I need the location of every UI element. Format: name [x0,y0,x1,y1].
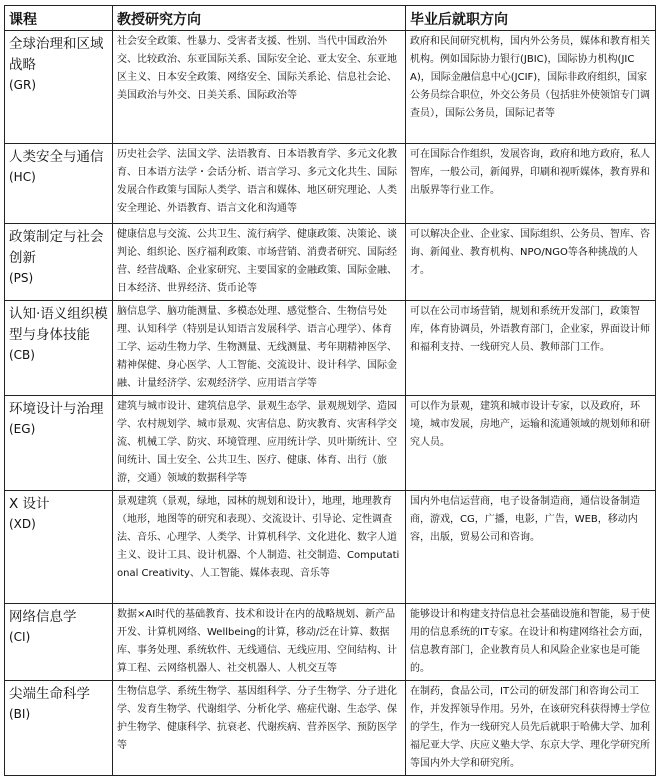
header-research: 教授研究方向 [113,6,406,31]
course-cell [5,396,113,491]
header-careers: 毕业后就职方向 [406,6,656,31]
table-row [5,491,656,604]
research-cell: 社会安全政策、性暴力、受害者支援、性别、当代中国政治外交、比较政治、东亚国际关系、国际安全论、亚太安全、东亚地区主义、日本安全政策、网络安全、国际关系论、信息社会论、美国政治与外交、日美关系、国际政治等 [113,31,406,144]
research-cell: 脑信息学、脑功能测量、多模态处理、感觉整合、生物信号处理、认知科学（特别是认知语言发展科学、语言心理学）、体育工学、运动生物力学、生物测量、无线测量、考年期精神医学、精神保健、身心医学、人工智能、交流设计、设计科学、国际金融、计量经济学、宏观经济学、应用语言学等 [113,301,406,396]
careers-cell: 国内外电信运营商，电子设备制造商，通信设备制造商，游戏，CG，广播，电影，广告，WEB，移动内容，出版，贸易公司和咨询。 [406,491,656,604]
careers-cell: 在制药，食品公司，IT公司的研发部门和咨询公司工作，并发挥领导作用。另外，在该研究科获得博士学位的学生，作为一线研究人员先后就职于哈佛大学、加利福尼亚大学、庆应义塾大学、东京大学、理化学研究所等国内外大学和研究所。 [406,681,656,776]
course-cell [5,681,113,776]
course-name: 人类安全与通信 [9,149,104,165]
course-name: 尖端生命科学 [9,686,90,702]
research-cell: 生物信息学、系统生物学、基因组科学、分子生物学、分子进化学、发育生物学、代谢组学、分析化学、癌症代谢、生态学、保护生物学、健康科学、抗衰老、代谢疾病、营养医学、预防医学等 [113,681,406,776]
course-name: 网络信息学 [9,609,77,625]
careers-cell: 政府和民间研究机构，国内外公务员，媒体和教育相关机构。例如国际协力银行(JBIC)，国际协力机构(JICA)，国际金融信息中心(JCIF)，国际非政府组织，国家公务员综合职位，外交公务员（包括驻外使领馆专门调查员），国际公务员，国际记者等 [406,31,656,144]
course-cell [5,31,113,144]
research-cell: 历史社会学、法国文学、法语教育、日本语教育学、多元文化教育、日本语方法学・会话分析、语言学习、多元文化共生、国际发展合作政策与国际人类学、语言和媒体、地区研究理论、人类安全理论、外语教育、语言文化和沟通等 [113,144,406,224]
course-name: 认知·语义组织模型与身体技能 [9,306,108,343]
course-cell [5,224,113,301]
course-name: X 设计 [9,496,50,512]
careers-cell: 可以作为景观，建筑和城市设计专家，以及政府，环境，城市发展，房地产，运输和流通领域的规划师和研究人员。 [406,396,656,491]
course-code: (GR) [9,78,36,92]
research-cell: 数据×AI时代的基础教育、技术和设计在内的战略规划、新产品开发、计算机网络、Wellbeing的计算，移动/泛在计算、数据库、事务处理、系统软件、无线通信、无线应用、空间结构、计算工程、云网络机器人、社交机器人、人机交互等 [113,604,406,681]
course-code: (PS) [9,271,34,285]
table-row [5,144,656,224]
course-code: (HC) [9,170,36,184]
table-row [5,301,656,396]
careers-cell: 能够设计和构建支持信息社会基础设施和智能，易于使用的信息系统的IT专家。在设计和构建网络社会方面，信息教育部门，企业教育员人和风险企业家也是可能的。 [406,604,656,681]
careers-cell: 可以在公司市场营销，规划和系统开发部门，政策智库，体育协调员，外语教育部门，企业家，界面设计师和福利支持、一线研究人员、教师部门工作。 [406,301,656,396]
course-cell [5,491,113,604]
course-name: 全球治理和区域战略 [9,36,104,73]
table-row [5,224,656,301]
careers-cell: 可在国际合作组织，发展咨询，政府和地方政府，私人智库，一般公司，新闻界，印刷和视听媒体，教育界和出版界等行业工作。 [406,144,656,224]
course-code: (CB) [9,348,35,362]
course-cell [5,144,113,224]
research-cell: 景观建筑（景观，绿地，园林的规划和设计），地理，地理教育（地形，地图等的研究和表现）、交流设计、引导论、定性调查法、音乐、心理学、人类学、计算机科学、文化进化、数字人道主义、设计工具、设计机器、个人制造、社交制造、Computational Creativity、人工智能、媒体表现、音乐等 [113,491,406,604]
course-code: (XD) [9,517,36,531]
course-table-wrapper [4,5,655,776]
table-row [5,681,656,776]
careers-cell: 可以解决企业、企业家、国际组织、公务员、智库、咨询、新闻业、教育机构、NPO/NGO等各种挑战的人才。 [406,224,656,301]
course-cell [5,604,113,681]
course-code: (BI) [9,707,31,721]
course-name: 政策制定与社会创新 [9,229,104,266]
table-row [5,604,656,681]
course-code: (CI) [9,630,31,644]
research-cell: 健康信息与交流、公共卫生、流行病学、健康政策、决策论、谈判论、组织论、医疗福利政策、市场营销、消费者研究、国际经营、经营战略、企业家研究、主要国家的金融政策、国际金融、日本经济、世界经济、货币论等 [113,224,406,301]
research-cell: 建筑与城市设计、建筑信息学、景观生态学、景观规划学、造园学、农村规划学、城市景观、灾害信息、防灾教育、灾害科学交流、机械工学、防灾、环境管理、应用统计学、贝叶斯统计、空间统计、国土安全、公共卫生、医疗、健康、体育、出行（旅游，交通）领域的数据科学等 [113,396,406,491]
course-cell [5,301,113,396]
header-course: 课程 [5,6,113,31]
course-table [4,5,656,776]
course-code: (EG) [9,422,36,436]
course-name: 环境设计与治理 [9,401,104,417]
table-row [5,31,656,144]
header-row [5,6,656,31]
table-row [5,396,656,491]
